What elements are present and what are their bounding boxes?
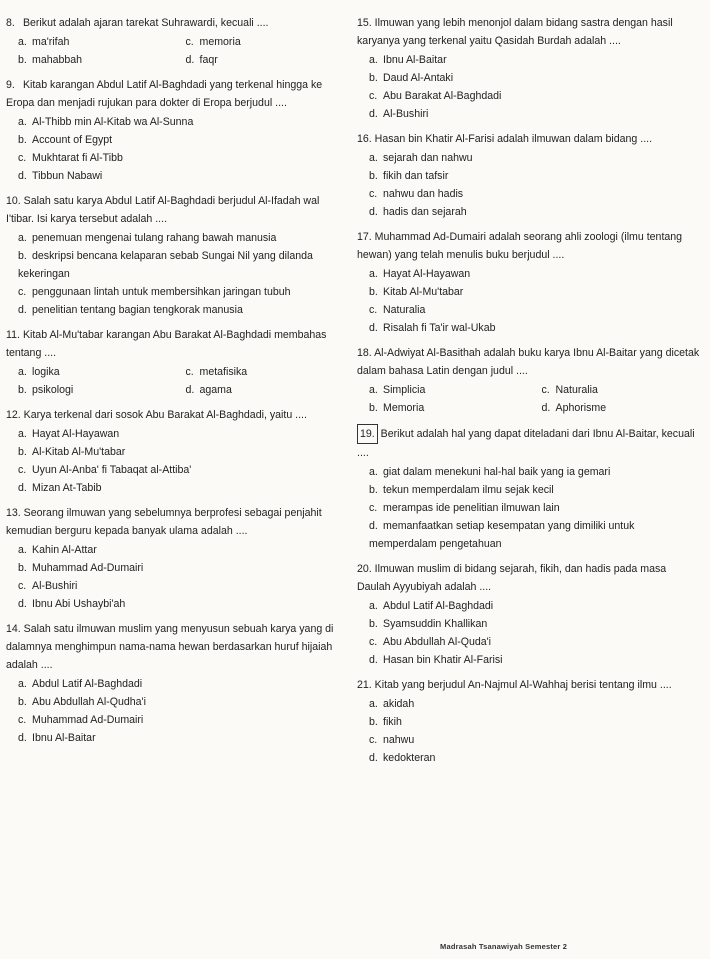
answer-option[interactable] xyxy=(357,749,702,767)
option-text: mahabbah xyxy=(32,54,83,66)
option-text: tekun memperdalam ilmu sejak kecil xyxy=(383,484,554,496)
option-letter: b. xyxy=(369,484,378,496)
answer-option[interactable] xyxy=(174,51,342,69)
answer-option[interactable] xyxy=(6,479,341,497)
answer-option[interactable] xyxy=(6,461,341,479)
question-item xyxy=(6,14,341,69)
option-text: ma'rifah xyxy=(32,36,70,48)
option-list xyxy=(6,113,341,185)
option-letter: d. xyxy=(541,402,551,414)
option-text: Al-Bushiri xyxy=(32,580,78,592)
option-text: hadis dan sejarah xyxy=(383,206,467,218)
option-text: fikih xyxy=(383,716,402,728)
question-item xyxy=(357,676,702,767)
question-number: 11. xyxy=(6,329,20,341)
option-text: Account of Egypt xyxy=(32,134,113,146)
question-item xyxy=(357,228,702,337)
question-item xyxy=(6,192,341,319)
option-letter: b. xyxy=(369,618,378,630)
option-letter: a. xyxy=(18,544,27,556)
option-text: penemuan mengenai tulang rahang bawah manusia xyxy=(32,232,277,244)
answer-option[interactable] xyxy=(6,443,341,461)
option-text: faqr xyxy=(199,54,218,66)
option-letter: b. xyxy=(369,170,378,182)
option-text: penggunaan lintah untuk membersihkan jaringan tubuh xyxy=(32,286,291,298)
option-letter: a. xyxy=(18,116,27,128)
option-letter: a. xyxy=(18,678,27,690)
question-text: 17. Muhammad Ad-Dumairi adalah seorang ahli zoologi (ilmu tentang hewan) yang telah menulis buku berjudul .... xyxy=(357,228,702,264)
answer-option[interactable] xyxy=(357,481,702,499)
answer-option[interactable] xyxy=(174,33,342,51)
answer-option[interactable] xyxy=(357,51,702,69)
option-text: Hayat Al-Hayawan xyxy=(32,428,120,440)
option-text: Al-Kitab Al-Mu'tabar xyxy=(32,446,126,458)
option-text: Naturalia xyxy=(383,304,426,316)
answer-option[interactable] xyxy=(357,713,702,731)
option-text: Uyun Al-Anba' fi Tabaqat al-Attiba' xyxy=(32,464,192,476)
question-item xyxy=(6,76,341,185)
question-item xyxy=(357,424,702,553)
answer-option[interactable] xyxy=(6,711,341,729)
answer-option[interactable] xyxy=(6,229,341,247)
question-item xyxy=(6,504,341,613)
option-text: Ibnu Abi Ushaybi'ah xyxy=(32,598,126,610)
answer-option[interactable] xyxy=(530,399,703,417)
option-letter: c. xyxy=(185,36,194,48)
option-letter: a. xyxy=(369,384,378,396)
option-text: fikih dan tafsir xyxy=(383,170,449,182)
option-letter: d. xyxy=(18,482,27,494)
answer-option[interactable] xyxy=(357,185,702,203)
option-letter: c. xyxy=(369,734,378,746)
option-letter: c. xyxy=(18,714,27,726)
answer-option[interactable] xyxy=(357,265,702,283)
option-text: Abdul Latif Al-Baghdadi xyxy=(32,678,143,690)
option-letter: a. xyxy=(18,36,27,48)
answer-option[interactable] xyxy=(6,541,341,559)
option-text: Muhammad Ad-Dumairi xyxy=(32,714,144,726)
option-letter: a. xyxy=(369,268,378,280)
answer-option[interactable] xyxy=(357,597,702,615)
question-text: 13. Seorang ilmuwan yang sebelumnya berprofesi sebagai penjahit kemudian berguru kepada banyak ulama adalah .... xyxy=(6,504,341,540)
answer-option[interactable] xyxy=(357,695,702,713)
answer-option[interactable] xyxy=(6,113,341,131)
option-text: nahwu xyxy=(383,734,415,746)
option-text: Hasan bin Khatir Al-Farisi xyxy=(383,654,503,666)
question-item xyxy=(357,130,702,221)
answer-option[interactable] xyxy=(357,731,702,749)
answer-option[interactable] xyxy=(530,381,703,399)
answer-option[interactable] xyxy=(6,247,341,283)
option-text: merampas ide penelitian ilmuwan lain xyxy=(383,502,560,514)
answer-option[interactable] xyxy=(6,425,341,443)
answer-option[interactable] xyxy=(357,283,702,301)
option-letter: c. xyxy=(185,366,194,378)
option-letter: b. xyxy=(18,384,27,396)
option-letter: d. xyxy=(369,108,378,120)
option-text: memanfaatkan setiap kesempatan yang dimiliki untuk memperdalam pengetahuan xyxy=(369,520,635,550)
answer-option[interactable] xyxy=(6,577,341,595)
answer-option[interactable] xyxy=(174,381,342,399)
question-text: 15. Ilmuwan yang lebih menonjol dalam bidang sastra dengan hasil karyanya yang terkenal yaitu Qasidah Burdah adalah .... xyxy=(357,14,702,50)
option-letter: b. xyxy=(18,54,27,66)
option-letter: c. xyxy=(18,152,27,164)
question-text: 21. Kitab yang berjudul An-Najmul Al-Wahhaj berisi tentang ilmu .... xyxy=(357,676,702,694)
answer-option[interactable] xyxy=(6,381,174,399)
option-text: Abdul Latif Al-Baghdadi xyxy=(383,600,494,612)
option-text: Abu Barakat Al-Baghdadi xyxy=(383,90,502,102)
answer-option[interactable] xyxy=(357,105,702,123)
question-text: 9. Kitab karangan Abdul Latif Al-Baghdadi yang terkenal hingga ke Eropa dan menjadi rujukan para dokter di Eropa berjudul .... xyxy=(6,76,341,112)
option-letter: a. xyxy=(369,466,378,478)
option-text: Kitab Al-Mu'tabar xyxy=(383,286,464,298)
answer-option[interactable] xyxy=(357,301,702,319)
question-text: 18. Al-Adwiyat Al-Basithah adalah buku karya Ibnu Al-Baitar yang dicetak dalam bahasa Latin dengan judul .... xyxy=(357,344,702,380)
option-list xyxy=(357,695,702,767)
answer-option[interactable] xyxy=(6,559,341,577)
answer-option[interactable] xyxy=(357,633,702,651)
option-text: Hayat Al-Hayawan xyxy=(383,268,471,280)
option-list xyxy=(357,597,702,669)
option-list xyxy=(6,675,341,747)
option-text: akidah xyxy=(383,698,415,710)
answer-option[interactable] xyxy=(357,651,702,669)
option-letter: b. xyxy=(18,446,27,458)
answer-option[interactable] xyxy=(6,675,341,693)
option-letter: c. xyxy=(541,384,550,396)
option-text: agama xyxy=(199,384,232,396)
question-text: 20. Ilmuwan muslim di bidang sejarah, fikih, dan hadis pada masa Daulah Ayyubiyah adalah .... xyxy=(357,560,702,596)
option-text: Mizan At-Tabib xyxy=(32,482,102,494)
answer-option[interactable] xyxy=(357,87,702,105)
option-letter: a. xyxy=(369,698,378,710)
option-letter: d. xyxy=(369,654,378,666)
option-list xyxy=(6,425,341,497)
question-number: 21. xyxy=(357,679,372,691)
answer-option[interactable] xyxy=(357,203,702,221)
option-text: Abu Abdullah Al-Quda'i xyxy=(383,636,492,648)
question-item xyxy=(6,620,341,747)
option-letter: d. xyxy=(18,304,27,316)
option-letter: b. xyxy=(18,250,27,262)
question-text: 11. Kitab Al-Mu'tabar karangan Abu Barakat Al-Baghdadi membahas tentang .... xyxy=(6,326,341,362)
option-list xyxy=(357,463,702,553)
option-letter: c. xyxy=(369,188,378,200)
option-text: Muhammad Ad-Dumairi xyxy=(32,562,144,574)
option-list xyxy=(357,149,702,221)
answer-option[interactable] xyxy=(357,399,530,417)
option-letter: b. xyxy=(369,716,378,728)
question-text: 12. Karya terkenal dari sosok Abu Barakat Al-Baghdadi, yaitu .... xyxy=(6,406,341,424)
option-letter: b. xyxy=(18,562,27,574)
option-letter: d. xyxy=(369,752,378,764)
answer-option[interactable] xyxy=(357,69,702,87)
option-letter: d. xyxy=(18,170,27,182)
answer-option[interactable] xyxy=(6,131,341,149)
option-list xyxy=(6,363,341,399)
question-number: 18. xyxy=(357,347,372,359)
option-text: Mukhtarat fi Al-Tibb xyxy=(32,152,123,164)
question-text: 14. Salah satu ilmuwan muslim yang menyusun sebuah karya yang di dalamnya menghimpun nama-nama hewan berdasarkan huruf hijaiah adalah .... xyxy=(6,620,341,674)
option-letter: c. xyxy=(18,286,27,298)
footer-text: Madrasah Tsanawiyah Semester 2 xyxy=(440,942,568,951)
question-item xyxy=(6,326,341,399)
question-number: 9. xyxy=(6,79,15,91)
question-number: 17. xyxy=(357,231,372,243)
option-text: logika xyxy=(32,366,60,378)
option-text: Memoria xyxy=(383,402,425,414)
option-list xyxy=(6,33,341,69)
question-number: 8. xyxy=(6,17,15,29)
option-letter: c. xyxy=(369,304,378,316)
option-text: Kahin Al-Attar xyxy=(32,544,97,556)
left-column xyxy=(6,14,341,754)
option-text: Abu Abdullah Al-Qudha'i xyxy=(32,696,146,708)
option-text: Risalah fi Ta'ir wal-Ukab xyxy=(383,322,496,334)
option-letter: a. xyxy=(18,428,27,440)
question-item xyxy=(357,14,702,123)
option-text: psikologi xyxy=(32,384,74,396)
question-item xyxy=(6,406,341,497)
option-letter: d. xyxy=(18,732,27,744)
option-letter: a. xyxy=(369,600,378,612)
option-letter: b. xyxy=(18,696,27,708)
option-text: giat dalam menekuni hal-hal baik yang ia gemari xyxy=(383,466,611,478)
answer-option[interactable] xyxy=(6,149,341,167)
option-text: deskripsi bencana kelaparan sebab Sungai Nil yang dilanda kekeringan xyxy=(18,250,313,280)
answer-option[interactable] xyxy=(357,463,702,481)
answer-option[interactable] xyxy=(357,319,702,337)
answer-option[interactable] xyxy=(357,149,702,167)
option-text: Al-Thibb min Al-Kitab wa Al-Sunna xyxy=(32,116,194,128)
option-letter: d. xyxy=(185,384,195,396)
option-text: Daud Al-Antaki xyxy=(383,72,454,84)
answer-option[interactable] xyxy=(357,615,702,633)
option-text: sejarah dan nahwu xyxy=(383,152,473,164)
option-text: Simplicia xyxy=(383,384,426,396)
option-letter: b. xyxy=(18,134,27,146)
option-text: memoria xyxy=(199,36,241,48)
answer-option[interactable] xyxy=(357,517,702,553)
answer-option[interactable] xyxy=(357,381,530,399)
question-number: 20. xyxy=(357,563,372,575)
option-letter: d. xyxy=(369,520,378,532)
option-text: Ibnu Al-Baitar xyxy=(383,54,447,66)
option-text: kedokteran xyxy=(383,752,436,764)
option-letter: c. xyxy=(369,636,378,648)
option-text: Al-Bushiri xyxy=(383,108,429,120)
question-number: 19. xyxy=(357,424,378,444)
answer-option[interactable] xyxy=(6,363,174,381)
option-list xyxy=(357,51,702,123)
question-item xyxy=(357,344,702,417)
option-letter: b. xyxy=(369,402,378,414)
option-list xyxy=(357,381,702,417)
option-letter: d. xyxy=(369,322,378,334)
option-letter: a. xyxy=(18,232,27,244)
question-text: 8. Berikut adalah ajaran tarekat Suhrawardi, kecuali .... xyxy=(6,14,341,32)
answer-option[interactable] xyxy=(6,301,341,319)
option-text: metafisika xyxy=(199,366,248,378)
answer-option[interactable] xyxy=(6,283,341,301)
answer-option[interactable] xyxy=(6,51,174,69)
answer-option[interactable] xyxy=(6,729,341,747)
answer-option[interactable] xyxy=(6,595,341,613)
option-text: nahwu dan hadis xyxy=(383,188,464,200)
answer-option[interactable] xyxy=(6,33,174,51)
option-letter: d. xyxy=(185,54,195,66)
question-number: 13. xyxy=(6,507,21,519)
answer-option[interactable] xyxy=(6,167,341,185)
option-letter: b. xyxy=(369,286,378,298)
option-letter: c. xyxy=(369,502,378,514)
option-letter: d. xyxy=(369,206,378,218)
option-letter: c. xyxy=(18,464,27,476)
option-text: Naturalia xyxy=(555,384,598,396)
option-letter: c. xyxy=(369,90,378,102)
option-letter: b. xyxy=(369,72,378,84)
option-letter: d. xyxy=(18,598,27,610)
answer-option[interactable] xyxy=(6,693,341,711)
question-text: 19. Berikut adalah hal yang dapat diteladani dari Ibnu Al-Baitar, kecuali .... xyxy=(357,424,702,462)
option-list xyxy=(6,541,341,613)
option-text: Aphorisme xyxy=(555,402,607,414)
option-letter: c. xyxy=(18,580,27,592)
option-text: penelitian tentang bagian tengkorak manusia xyxy=(32,304,243,316)
question-text: 16. Hasan bin Khatir Al-Farisi adalah ilmuwan dalam bidang .... xyxy=(357,130,702,148)
option-text: Tibbun Nabawi xyxy=(32,170,103,182)
question-number: 10. xyxy=(6,195,21,207)
option-list xyxy=(6,229,341,319)
answer-option[interactable] xyxy=(174,363,342,381)
option-letter: a. xyxy=(369,54,378,66)
option-letter: a. xyxy=(18,366,27,378)
question-number: 14. xyxy=(6,623,21,635)
answer-option[interactable] xyxy=(357,499,702,517)
question-number: 12. xyxy=(6,409,21,421)
question-number: 16. xyxy=(357,133,372,145)
question-number: 15. xyxy=(357,17,372,29)
right-column xyxy=(357,14,702,774)
option-letter: a. xyxy=(369,152,378,164)
question-item xyxy=(357,560,702,669)
option-text: Ibnu Al-Baitar xyxy=(32,732,96,744)
question-text: 10. Salah satu karya Abdul Latif Al-Baghdadi berjudul Al-Ifadah wal I'tibar. Isi karya tersebut adalah .... xyxy=(6,192,341,228)
option-text: Syamsuddin Khallikan xyxy=(383,618,488,630)
option-list xyxy=(357,265,702,337)
answer-option[interactable] xyxy=(357,167,702,185)
